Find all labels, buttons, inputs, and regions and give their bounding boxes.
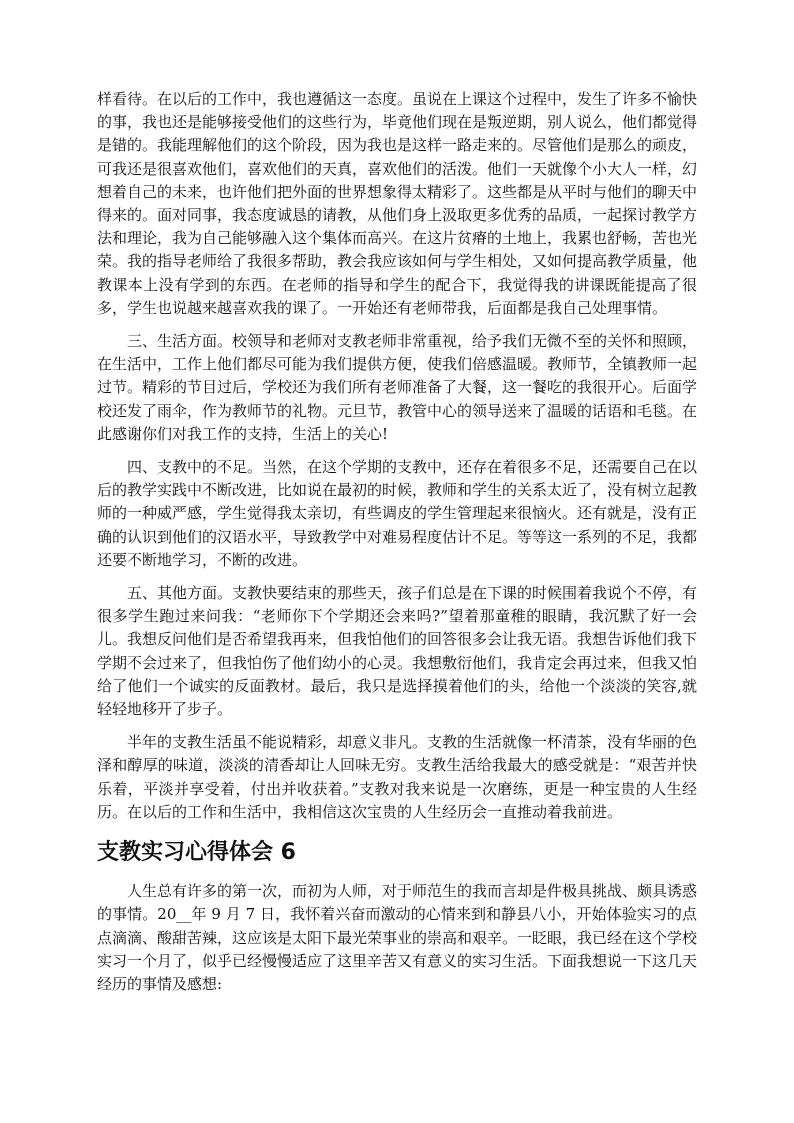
section-heading: 支教实习心得体会 6 (97, 840, 296, 866)
paragraph-other: 五、其他方面。支教快要结束的那些天，孩子们总是在下课的时候围着我说个不停，有很多学生跑过来问我：“老师你下个学期还会来吗?”望着那童稚的眼睛，我沉默了好一会儿。我想反问他们是否希望我再来，但我怕他们的回答很多会让我无语。我想告诉他们我下学期不会过来了，但我怕伤了他们幼小的心灵。我想敷衍他们，我肯定会再过来，但我又怕给了他们一个诚实的反面教材。最后，我只是选择摸着他们的头，给他一个淡淡的笑容,就轻轻地移开了步子。 (97, 584, 698, 719)
paragraph-life: 三、生活方面。校领导和老师对支教老师非常重视，给予我们无微不至的关怀和照顾，在生活中，工作上他们都尽可能为我们提供方便，使我们倍感温暖。教师节，全镇教师一起过节。精彩的节目过后，学校还为我们所有老师准备了大餐，这一餐吃的我很开心。后面学校还发了雨伞，作为教师节的礼物。元旦节，教管中心的领导送来了温暖的话语和毛毯。在此感谢你们对我工作的支持，生活上的关心! (97, 332, 698, 443)
paragraph-intro: 人生总有许多的第一次，而初为人师，对于师范生的我而言却是件极具挑战、颇具诱惑的事情。20__年 9 月 7 日，我怀着兴奋而激动的心情来到和静县八小，开始体验实习的点点滴滴、酸甜苦辣，这应该是太阳下最光荣事业的崇高和艰辛。一眨眼，我已经在这个学校实习一个月了，似乎已经慢慢适应了这里辛苦又有意义的实习生活。下面我想说一下这几天经历的事情及感想: (97, 882, 698, 993)
document-page (97, 88, 697, 1006)
paragraph-summary: 半年的支教生活虽不能说精彩，却意义非凡。支教的生活就像一杯清茶，没有华丽的色泽和醇厚的味道，淡淡的清香却让人回味无穷。支教生活给我最大的感受就是：“艰苦并快乐着，平淡并享受着，付出并收获着。”支教对我来说是一次磨练，更是一种宝贵的人生经历。在以后的工作和生活中，我相信这次宝贵的人生经历会一直推动着我前进。 (97, 733, 698, 821)
paragraph-shortcomings: 四、支教中的不足。当然，在这个学期的支教中，还存在着很多不足，还需要自己在以后的教学实践中不断改进，比如说在最初的时候，教师和学生的关系太近了，没有树立起教师的一种威严感，学生觉得我太亲切，有些调皮的学生管理起来很恼火。还有就是，没有正确的认识到他们的汉语水平，导致教学中对难易程度估计不足。等等这一系列的不足，我都还要不断地学习，不断的改进。 (97, 458, 698, 569)
paragraph-continuation: 样看待。在以后的工作中，我也遵循这一态度。虽说在上课这个过程中，发生了许多不愉快的事，我也还是能够接受他们的这些行为，毕竟他们现在是叛逆期，别人说么，他们都觉得是错的。我能理解他们的这个阶段，因为我也是这样一路走来的。尽管他们是那么的顽皮，可我还是很喜欢他们，喜欢他们的天真，喜欢他们的活泼。他们一天就像个小大人一样，幻想着自己的未来，也许他们把外面的世界想象得太精彩了。这些都是从平时与他们的聊天中得来的。面对同事，我态度诚恳的请教，从他们身上汲取更多优秀的品质，一起探讨教学方法和理论，我为自己能够融入这个集体而高兴。在这片贫瘠的土地上，我累也舒畅，苦也光荣。我的指导老师给了我很多帮助，教会我应该如何与学生相处，又如何提高教学质量，他教课本上没有学到的东西。在老师的指导和学生的配合下，我觉得我的讲课既能提高了很多，学生也说越来越喜欢我的课了。一开始还有老师带我，后面都是我自己处理事情。 (97, 90, 698, 317)
